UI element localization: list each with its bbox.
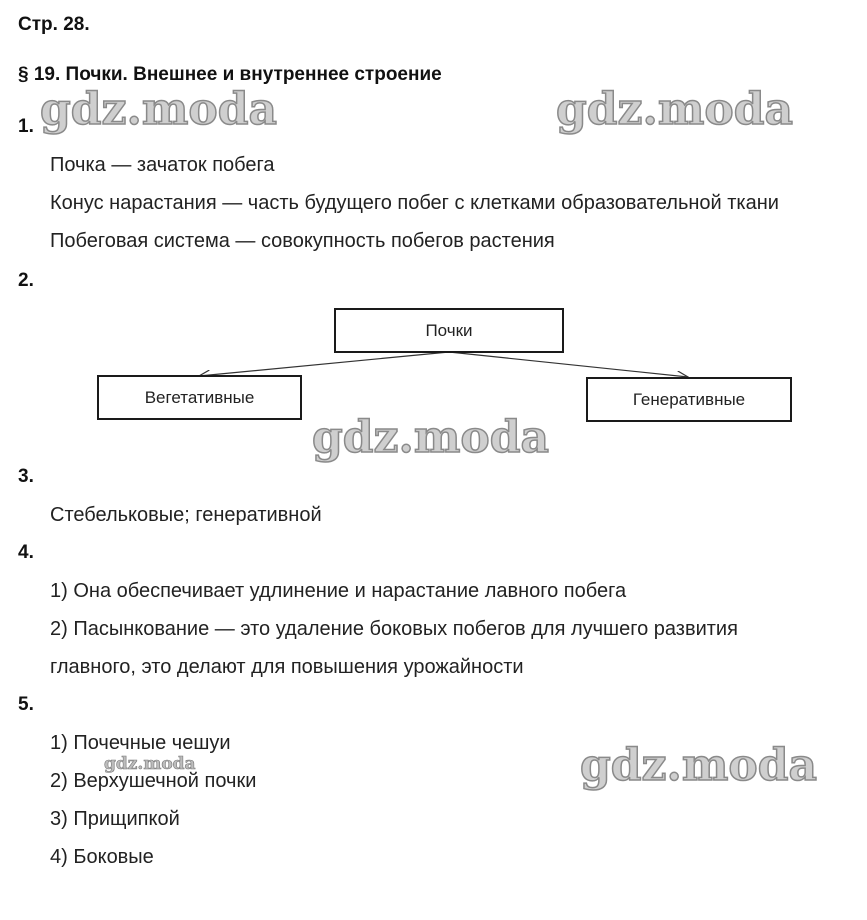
diagram-root-label: Почки [425, 320, 473, 340]
watermark-top-right: gdz.moda [556, 84, 794, 135]
question-3-number: 3. [18, 466, 34, 487]
q4-line-1: 1) Она обеспечивает удлинение и нарастание лавного побега [50, 580, 627, 602]
section-title: § 19. Почки. Внешнее и внутреннее строение [18, 64, 442, 85]
diagram-root-box [334, 308, 564, 353]
diagram-vegetative-box [97, 375, 302, 420]
watermark-small: gdz.moda [104, 754, 196, 774]
question-5-number: 5. [18, 694, 34, 715]
question-4-number: 4. [18, 542, 34, 563]
q5-line-1: 1) Почечные чешуи [50, 732, 231, 754]
diagram-generative-box [586, 377, 792, 422]
q4-line-2: 2) Пасынкование — это удаление боковых побегов для лучшего развития [50, 618, 738, 640]
q5-line-4: 4) Боковые [50, 846, 154, 868]
q1-line-1: Почка — зачаток побега [50, 154, 275, 176]
q4-line-3: главного, это делают для повышения урожайности [50, 656, 524, 678]
page-label: Стр. 28. [18, 14, 90, 35]
watermark-bottom-right: gdz.moda [580, 740, 818, 791]
q1-line-3: Побеговая система — совокупность побегов растения [50, 230, 555, 252]
q1-line-2: Конус нарастания — часть будущего побег с клетками образовательной ткани [50, 192, 779, 214]
watermark-top-left: gdz.moda [40, 84, 278, 135]
diagram-vegetative-label: Вегетативные [144, 387, 255, 407]
q3-answer: Стебельковые; генеративной [50, 504, 322, 526]
q5-line-2: 2) Верхушечной почки [50, 770, 257, 792]
q5-line-3: 3) Прищипкой [50, 808, 180, 830]
diagram-generative-label: Генеративные [632, 389, 746, 409]
question-1-number: 1. [18, 116, 34, 137]
question-2-number: 2. [18, 270, 34, 291]
arrow-to-generative [449, 352, 688, 377]
arrow-to-vegetative [199, 352, 449, 376]
watermark-center: gdz.moda [312, 412, 550, 463]
